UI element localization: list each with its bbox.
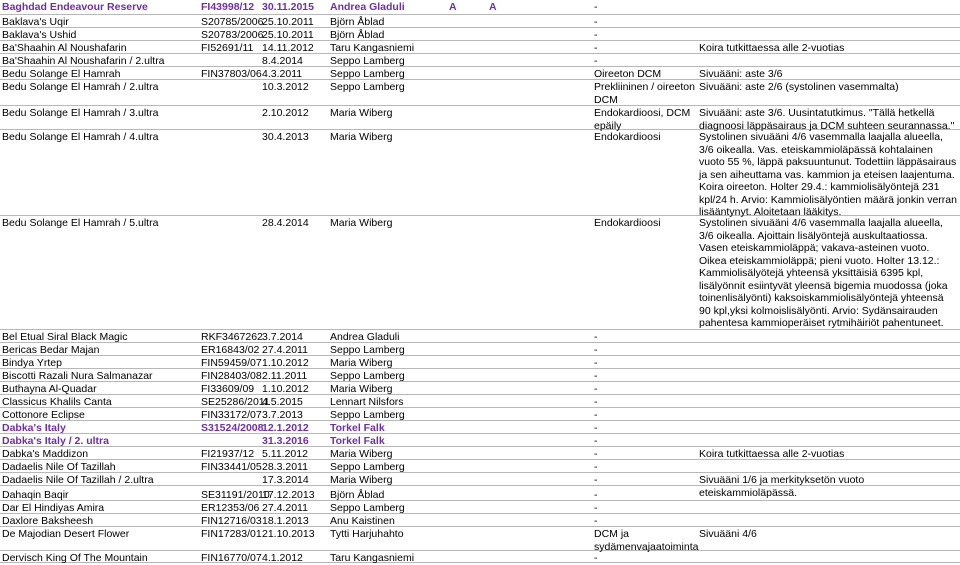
grade-b-cell: [489, 421, 529, 422]
examiner-cell: Taru Kangasniemi: [330, 42, 415, 54]
examiner-cell: Maria Wiberg: [330, 474, 393, 486]
note-cell: [699, 488, 957, 489]
exam-date-cell: 4.1.2012: [262, 552, 303, 564]
exam-date-cell: 8.4.2014: [262, 55, 303, 67]
table-row: [0, 356, 960, 369]
exam-date-cell: 30.4.2013: [262, 131, 309, 143]
result-cell: -: [594, 42, 598, 54]
registration-number-cell: S20785/2006: [201, 16, 264, 28]
table-row: [0, 434, 960, 447]
dog-name-cell: Biscotti Razali Nura Salmanazar: [2, 370, 153, 382]
dog-name-cell: Dahaqin Baqir: [2, 489, 69, 501]
note-cell: Sivuääni 4/6: [699, 528, 757, 540]
table-row: [0, 382, 960, 395]
registration-number-cell: FIN59459/07: [201, 357, 262, 369]
result-cell: -: [594, 357, 598, 369]
grade-a-cell: A: [449, 1, 457, 13]
note-cell: [699, 460, 957, 461]
dog-name-cell: Bel Etual Siral Black Magic: [2, 331, 128, 343]
examiner-cell: Björn Åblad: [330, 489, 385, 501]
table-row: [0, 527, 960, 551]
dog-name-cell: Bedu Solange El Hamrah / 3.ultra: [2, 107, 159, 119]
registration-number-cell: S20783/2006: [201, 29, 264, 41]
dog-name-cell: Daxlore Baksheesh: [2, 515, 94, 527]
registration-number-cell: FI33609/09: [201, 383, 255, 395]
registration-number-cell: SE31191/2010: [201, 489, 270, 501]
exam-date-cell: 28.3.2011: [262, 461, 308, 473]
grade-a-cell: [449, 356, 489, 357]
examiner-cell: Tytti Harjuhahto: [330, 528, 404, 540]
grade-a-cell: [449, 408, 489, 409]
table-row: [0, 15, 960, 28]
dog-name-cell: Dabka's Italy / 2. ultra: [2, 435, 109, 447]
examiner-cell: Maria Wiberg: [330, 217, 393, 229]
examiner-cell: Seppo Lamberg: [330, 370, 405, 382]
dog-name-cell: Dabka's Italy: [2, 422, 66, 434]
grade-a-cell: [449, 54, 489, 55]
grade-a-cell: [449, 67, 489, 68]
registration-number-cell: FIN17283/01: [201, 528, 262, 540]
registration-number-cell: [201, 473, 261, 474]
grade-b-cell: [489, 501, 529, 502]
note-cell: [699, 343, 957, 344]
table-row: [0, 343, 960, 356]
examiner-cell: Anu Kaistinen: [330, 515, 395, 527]
examiner-cell: Taru Kangasniemi: [330, 552, 415, 564]
registration-number-cell: RKF3467262: [201, 331, 263, 343]
exam-date-cell: 18.1.2013: [262, 515, 309, 527]
registration-number-cell: FIN28403/08: [201, 370, 262, 382]
registration-number-cell: SE25286/2011: [201, 396, 270, 408]
dog-name-cell: Ba'Shaahin Al Noushafarin: [2, 42, 127, 54]
grade-a-cell: [449, 514, 489, 515]
examiner-cell: Seppo Lamberg: [330, 81, 405, 93]
examiner-cell: Seppo Lamberg: [330, 502, 405, 514]
grade-a-cell: [449, 106, 489, 107]
dog-name-cell: Bedu Solange El Hamrah: [2, 68, 121, 80]
exam-date-cell: 17.12.2013: [262, 489, 315, 501]
dog-name-cell: Baghdad Endeavour Reserve: [2, 1, 148, 13]
table-row: [0, 67, 960, 80]
exam-date-cell: 1.10.2012: [262, 357, 309, 369]
examiner-cell: Andrea Gladuli: [330, 1, 405, 13]
note-cell: [699, 15, 957, 16]
examiner-cell: Maria Wiberg: [330, 383, 393, 395]
table-row: [0, 41, 960, 54]
registration-number-cell: FIN37803/06: [201, 68, 262, 80]
table-row: [0, 369, 960, 382]
examiner-cell: Seppo Lamberg: [330, 344, 405, 356]
grade-a-cell: [449, 488, 489, 489]
note-cell: [699, 330, 957, 331]
registration-number-cell: S31524/2008: [201, 422, 264, 434]
registration-number-cell: FI21937/12: [201, 448, 255, 460]
result-cell: -: [594, 422, 598, 434]
exam-date-cell: 25.10.2011: [262, 16, 314, 28]
examiner-cell: Seppo Lamberg: [330, 68, 405, 80]
table-row: [0, 28, 960, 41]
exam-date-cell: 31.3.2016: [262, 435, 309, 447]
exam-date-cell: 25.10.2011: [262, 29, 314, 41]
dog-name-cell: Baklava's Uqir: [2, 16, 69, 28]
registration-number-cell: [201, 54, 261, 55]
result-cell: -: [594, 370, 598, 382]
exam-date-cell: 10.3.2012: [262, 81, 309, 93]
table-row: [0, 80, 960, 106]
note-cell: [699, 551, 957, 552]
examiner-cell: Torkel Falk: [330, 422, 385, 434]
grade-a-cell: [449, 41, 489, 42]
examiner-cell: Björn Åblad: [330, 29, 385, 41]
dog-name-cell: Dabka's Maddizon: [2, 448, 89, 460]
table-row: [0, 54, 960, 67]
registration-number-cell: [201, 106, 261, 107]
registration-number-cell: ER16843/02: [201, 344, 260, 356]
exam-date-cell: 2.10.2012: [262, 107, 309, 119]
result-cell: -: [594, 29, 598, 41]
table-row: [0, 395, 960, 408]
result-cell: -: [594, 435, 598, 447]
table-row: [0, 330, 960, 343]
grade-b-cell: [489, 369, 529, 370]
grade-a-cell: [449, 369, 489, 370]
examiner-cell: Maria Wiberg: [330, 448, 393, 460]
exam-date-cell: 27.4.2011: [262, 344, 308, 356]
note-cell: [699, 356, 957, 357]
examiner-cell: Seppo Lamberg: [330, 461, 405, 473]
note-cell: Koira tutkittaessa alle 2-vuotias: [699, 448, 845, 460]
grade-a-cell: [449, 382, 489, 383]
table-row: [0, 106, 960, 130]
result-cell: Endokardioosi, DCM epäily: [594, 107, 691, 132]
grade-a-cell: [449, 501, 489, 502]
examiner-cell: Björn Åblad: [330, 16, 385, 28]
exam-date-cell: 2.11.2011: [262, 370, 308, 382]
result-cell: -: [594, 474, 598, 486]
grade-a-cell: [449, 15, 489, 16]
exam-date-cell: 30.11.2015: [262, 1, 314, 13]
examiner-cell: Maria Wiberg: [330, 107, 393, 119]
result-cell: -: [594, 489, 598, 501]
result-cell: -: [594, 461, 598, 473]
grade-b-cell: [489, 15, 529, 16]
exam-date-cell: 14.11.2012: [262, 42, 314, 54]
grade-b-cell: [489, 473, 529, 474]
result-cell: Prekliininen / oireeton DCM: [594, 81, 695, 106]
grade-b-cell: [489, 514, 529, 515]
table-row: [0, 551, 960, 563]
grade-b-cell: [489, 67, 529, 68]
grade-a-cell: [449, 473, 489, 474]
grade-b-cell: [489, 216, 529, 217]
dog-name-cell: Bindya Yrtep: [2, 357, 62, 369]
table-row: [0, 460, 960, 473]
grade-a-cell: [449, 447, 489, 448]
grade-b-cell: A: [489, 1, 497, 13]
registration-number-cell: [201, 130, 261, 131]
note-cell: [699, 395, 957, 396]
grade-a-cell: [449, 551, 489, 552]
result-cell: -: [594, 383, 598, 395]
note-cell: [699, 421, 957, 422]
examiner-cell: Seppo Lamberg: [330, 55, 405, 67]
note-cell: [699, 382, 957, 383]
grade-b-cell: [489, 54, 529, 55]
exam-date-cell: 1.10.2012: [262, 383, 309, 395]
note-cell: [699, 501, 957, 502]
exam-date-cell: 4.3.2011: [262, 68, 303, 80]
grade-a-cell: [449, 130, 489, 131]
grade-b-cell: [489, 551, 529, 552]
registration-number-cell: FIN16770/07: [201, 552, 262, 564]
grade-b-cell: [489, 80, 529, 81]
dog-name-cell: Classicus Khalils Canta: [2, 396, 112, 408]
dog-name-cell: Cottonore Eclipse: [2, 409, 85, 421]
registration-number-cell: ER12353/06: [201, 502, 260, 514]
dog-name-cell: De Majodian Desert Flower: [2, 528, 130, 540]
grade-b-cell: [489, 330, 529, 331]
dog-name-cell: Buthayna Al-Quadar: [2, 383, 97, 395]
grade-a-cell: [449, 421, 489, 422]
result-cell: -: [594, 344, 598, 356]
exam-date-cell: 3.7.2013: [262, 409, 303, 421]
grade-a-cell: [449, 216, 489, 217]
dog-name-cell: Dadaelis Nile Of Tazillah / 2.ultra: [2, 474, 154, 486]
grade-b-cell: [489, 408, 529, 409]
registration-number-cell: [201, 434, 261, 435]
note-cell: Sivuääni: aste 2/6 (systolinen vasemmalta): [699, 81, 899, 93]
registration-number-cell: [201, 216, 261, 217]
registration-number-cell: [201, 80, 261, 81]
exam-date-cell: 28.4.2014: [262, 217, 309, 229]
dog-name-cell: Bericas Bedar Majan: [2, 344, 100, 356]
table-row: [0, 501, 960, 514]
dog-name-cell: Bedu Solange El Hamrah / 5.ultra: [2, 217, 159, 229]
dog-name-cell: Bedu Solange El Hamrah / 4.ultra: [2, 131, 159, 143]
examiner-cell: Seppo Lamberg: [330, 409, 405, 421]
table-row: [0, 0, 960, 15]
grade-a-cell: [449, 330, 489, 331]
note-cell: Systolinen sivuääni 4/6 vasemmalla laajalla alueella, 3/6 oikealla. Ajoittain lisälyöntejä auskultaatiossa. Vasen eteiskammioläppä; vakava-asteinen vuoto. Oikea eteiskammioläppä; pieni vuoto. Holter 13.12.: Kammiolisälyötejä yhteensä yksittäisiä 6395 kpl, lisälyönnit esiintyvät yleensä bigemia muodossa (joka toinenlisälyönti) kaksoiskammiolisälyöntejä yhteensä 90 kpl,yksi kolmoislisälyönti. Arvio: Sydänsairauden pahentesa kammioperäiset rytmihäiriöt pahentuneet.: [699, 217, 948, 329]
exam-date-cell: 21.10.2013: [262, 528, 315, 540]
registration-number-cell: FIN33172/07: [201, 409, 262, 421]
grade-a-cell: [449, 80, 489, 81]
dog-name-cell: Dervisch King Of The Mountain: [2, 552, 148, 564]
exam-date-cell: 17.3.2014: [262, 474, 309, 486]
result-cell: -: [594, 16, 598, 28]
examiner-cell: Maria Wiberg: [330, 357, 393, 369]
note-cell: [699, 28, 957, 29]
result-cell: -: [594, 552, 598, 564]
exam-date-cell: 5.11.2012: [262, 448, 308, 460]
grade-a-cell: [449, 460, 489, 461]
note-cell: [699, 369, 957, 370]
grade-b-cell: [489, 106, 529, 107]
registration-number-cell: FI52691/11: [201, 42, 254, 54]
examiner-cell: Torkel Falk: [330, 435, 385, 447]
table-row: [0, 130, 960, 216]
note-cell: [699, 54, 957, 55]
exam-date-cell: 3.7.2014: [262, 331, 303, 343]
note-cell: [699, 408, 957, 409]
table-row: [0, 216, 960, 330]
exam-date-cell: 27.4.2011: [262, 502, 308, 514]
table-row: [0, 421, 960, 434]
grade-b-cell: [489, 28, 529, 29]
dog-name-cell: Dar El Hindiyas Amira: [2, 502, 105, 514]
note-cell: Systolinen sivuääni 4/6 vasemmalla laajalla alueella, 3/6 oikealla. Vas. eteiskammioläpässä kohtalainen vuoto 55 %, läppä paksuuntunut. Todettiin läppäsairaus ja sen aiheuttama vas. kammion ja eteisen laajentuma. Koira oireeton. Holter 29.4.: kammiolisälyöntejä 231 kpl/24 h. Arvio: Kammiolisälyöntien määrä jonkin verran lisääntynyt. Aloitetaan lääkitys.: [699, 131, 957, 218]
result-cell: Endokardioosi: [594, 131, 661, 143]
dog-name-cell: Dadaelis Nile Of Tazillah: [2, 461, 116, 473]
result-cell: -: [594, 331, 598, 343]
dog-name-cell: Baklava's Ushid: [2, 29, 77, 41]
note-cell: [699, 0, 957, 1]
grade-b-cell: [489, 382, 529, 383]
registration-number-cell: FI43998/12: [201, 1, 255, 13]
registration-number-cell: FIN33441/05: [201, 461, 262, 473]
result-cell: -: [594, 409, 598, 421]
table-row: [0, 408, 960, 421]
grade-b-cell: [489, 41, 529, 42]
dog-name-cell: Ba'Shaahin Al Noushafarin / 2.ultra: [2, 55, 165, 67]
note-cell: Koira tutkittaessa alle 2-vuotias: [699, 42, 845, 54]
grade-b-cell: [489, 343, 529, 344]
grade-b-cell: [489, 356, 529, 357]
examiner-cell: Maria Wiberg: [330, 131, 393, 143]
exam-date-cell: 4.5.2015: [262, 396, 303, 408]
grade-b-cell: [489, 460, 529, 461]
result-cell: -: [594, 396, 598, 408]
grade-b-cell: [489, 488, 529, 489]
table-row: [0, 514, 960, 527]
grade-b-cell: [489, 527, 529, 528]
registration-number-cell: FIN12716/03: [201, 515, 262, 527]
grade-a-cell: [449, 343, 489, 344]
result-cell: -: [594, 502, 598, 514]
grade-b-cell: [489, 434, 529, 435]
note-cell: Sivuääni 1/6 ja merkityksetön vuoto eteiskammioläpässä.: [699, 474, 865, 499]
note-cell: Sivuääni: aste 3/6. Uusintatutkimus. "Tällä hetkellä diagnoosi läppäsairaus ja DCM suhteen seurannassa.": [699, 107, 955, 132]
grade-a-cell: [449, 28, 489, 29]
result-cell: -: [594, 1, 598, 13]
note-cell: [699, 434, 957, 435]
note-cell: [699, 514, 957, 515]
result-cell: -: [594, 515, 598, 527]
grade-a-cell: [449, 395, 489, 396]
result-cell: -: [594, 55, 598, 67]
grade-b-cell: [489, 395, 529, 396]
result-cell: Oireeton DCM: [594, 68, 662, 80]
grade-a-cell: [449, 527, 489, 528]
result-cell: -: [594, 448, 598, 460]
result-cell: DCM ja sydämenvajaatoiminta: [594, 528, 699, 553]
grade-b-cell: [489, 447, 529, 448]
table-row: [0, 447, 960, 460]
examiner-cell: Andrea Gladuli: [330, 331, 400, 343]
dog-name-cell: Bedu Solange El Hamrah / 2.ultra: [2, 81, 159, 93]
result-cell: Endokardioosi: [594, 217, 661, 229]
note-cell: Sivuääni: aste 3/6: [699, 68, 783, 80]
grade-a-cell: [449, 434, 489, 435]
table-row: [0, 488, 960, 501]
examiner-cell: Lennart Nilsfors: [330, 396, 404, 408]
grade-b-cell: [489, 130, 529, 131]
exam-date-cell: 12.1.2012: [262, 422, 309, 434]
